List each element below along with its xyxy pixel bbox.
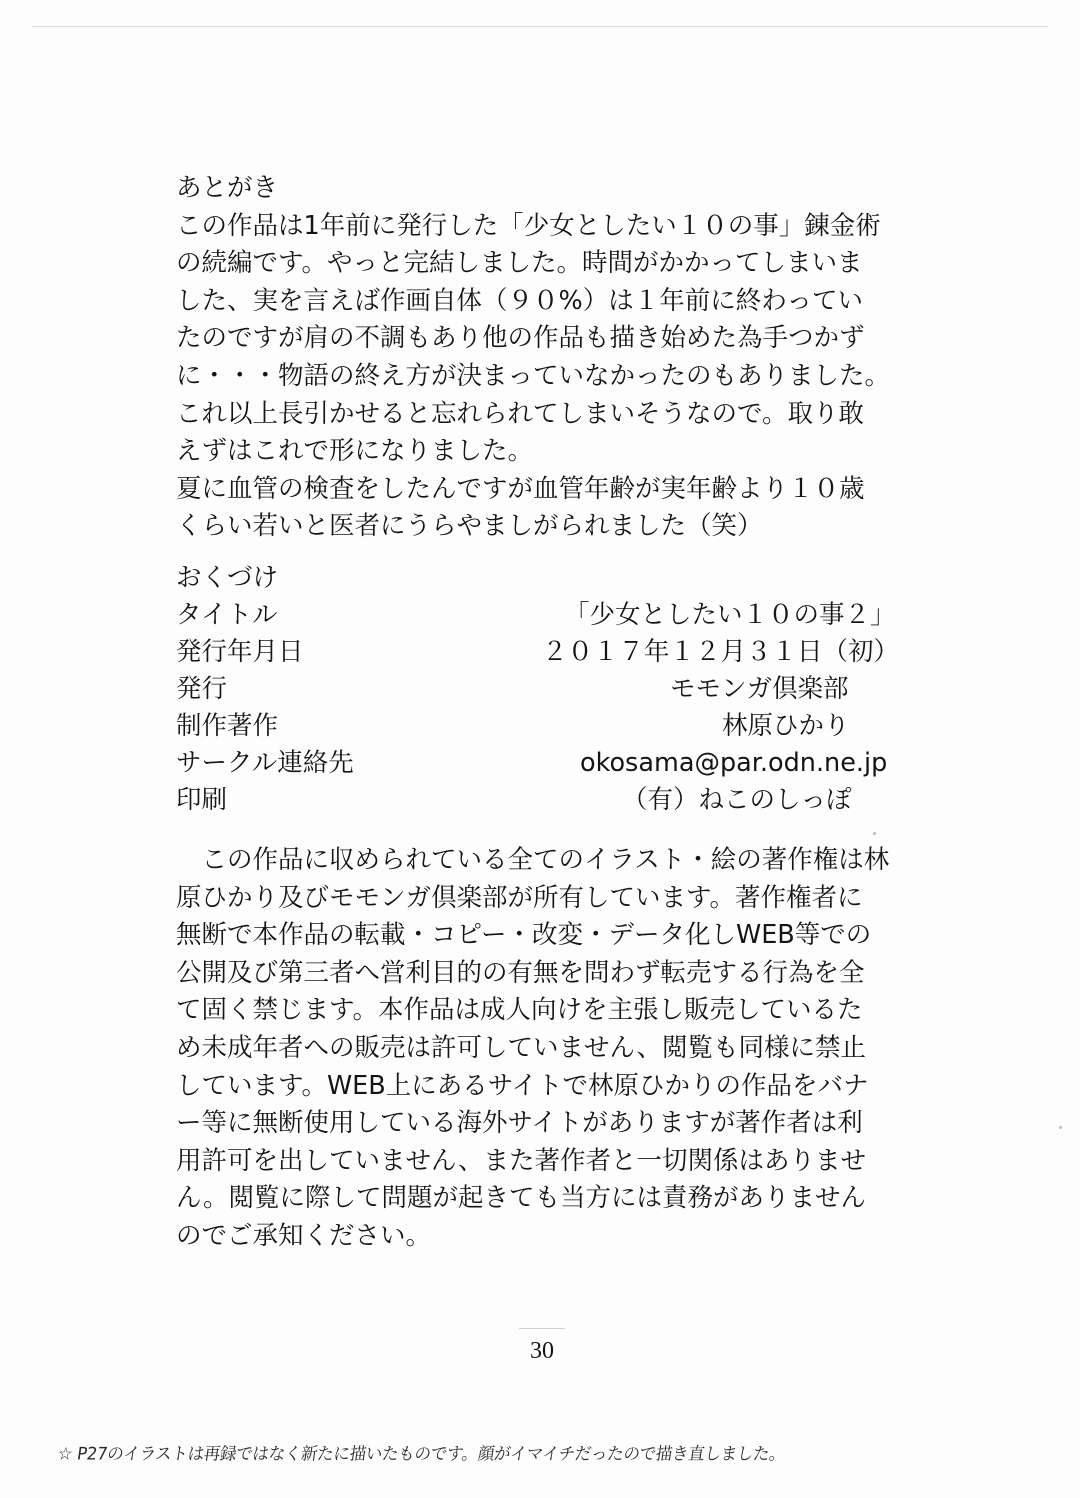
notice-line: て固く禁じます。本作品は成人向けを主張し販売しているた <box>176 995 863 1026</box>
colophon-label: 印刷 <box>176 785 228 815</box>
afterword-line: した、実を言えば作画自体（９０%）は１年前に終わってい <box>176 285 863 316</box>
notice-line: のでご承知ください。 <box>176 1220 432 1251</box>
colophon-row-title <box>176 597 916 634</box>
colophon-label: サークル連絡先 <box>176 748 354 778</box>
notice-line: 公開及び第三者へ営利目的の有無を問わず転売する行為を全 <box>176 957 865 988</box>
colophon-label: 制作著作 <box>176 711 279 741</box>
afterword-line: この作品は1年前に発行した「少女としたい１０の事」錬金術 <box>176 210 881 241</box>
colophon-email: okosama@par.odn.ne.jp <box>580 748 888 778</box>
colophon-row-contact <box>176 745 916 782</box>
afterword-section <box>176 170 916 546</box>
afterword-line: えずはこれで形になりました。 <box>176 436 534 467</box>
notice-line: しています。WEB上にあるサイトで林原ひかりの作品をバナ <box>176 1070 869 1101</box>
colophon-row-date <box>176 634 916 671</box>
notice-line: め未成年者への販売は許可していません、閲覧も同様に禁止 <box>176 1032 867 1063</box>
copyright-notice <box>176 842 916 1256</box>
afterword-line: たのですが肩の不調もあり他の作品も描き始めた為手つかず <box>176 323 865 354</box>
colophon-row-publisher <box>176 671 916 708</box>
colophon-label: 発行年月日 <box>176 637 304 667</box>
colophon-value: 「少女としたい１０の事２」 <box>564 600 896 630</box>
top-rule <box>32 26 1048 27</box>
scan-speck <box>1059 1126 1062 1129</box>
colophon-section <box>176 560 916 819</box>
colophon-value: 林原ひかり <box>722 711 850 741</box>
scan-speck <box>873 832 876 835</box>
afterword-line: に・・・物語の終え方が決まっていなかったのもありました。 <box>176 360 891 391</box>
handwritten-note: ☆ P27のイラストは再録ではなく新たに描いたものです。顔がイマイチだったので描き直しました。 <box>56 1443 787 1464</box>
notice-line: ー等に無断使用している海外サイトがありますが著作者は利 <box>176 1108 863 1139</box>
notice-line: 原ひかり及びモモンガ倶楽部が所有しています。著作権者に <box>176 882 863 913</box>
colophon-row-printer <box>176 782 916 819</box>
colophon-value: モモンガ倶楽部 <box>670 674 849 704</box>
afterword-heading: あとがき <box>176 173 279 203</box>
notice-line: 用許可を出していません、また著作者と一切関係はありませ <box>176 1145 867 1176</box>
colophon-value: ２０１７年１２月３１日（初） <box>542 637 900 667</box>
colophon-value: （有）ねこのしっぽ <box>622 785 852 815</box>
notice-line: ん。閲覧に際して問題が起きても当方には責務がありません <box>176 1183 867 1214</box>
colophon-row-author <box>176 708 916 745</box>
colophon-label: タイトル <box>176 600 278 630</box>
notice-line: 無断で本作品の転載・コピー・改変・データ化しWEB等での <box>176 920 872 951</box>
afterword-line: 夏に血管の検査をしたんですが血管年齢が実年齢より１０歳 <box>176 473 865 504</box>
colophon-heading: おくづけ <box>176 563 279 593</box>
afterword-line: の続編です。やっと完結しました。時間がかかってしまいま <box>176 248 863 279</box>
colophon-label: 発行 <box>176 674 228 704</box>
page-number: 30 <box>519 1328 565 1373</box>
notice-line: この作品に収められている全てのイラスト・絵の著作権は林 <box>176 845 890 875</box>
afterword-line: くらい若いと医者にうらやましがられました（笑） <box>176 511 763 542</box>
afterword-line: これ以上長引かせると忘れられてしまいそうなので。取り敢 <box>176 398 864 429</box>
